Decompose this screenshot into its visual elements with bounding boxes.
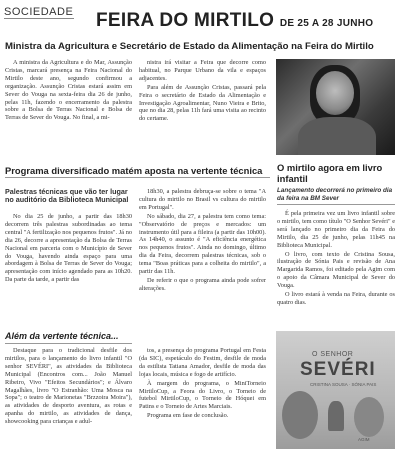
program-subheading: Palestras técnicas que vão ter lugar no auditório da Biblioteca Municipal [5,187,129,205]
program-heading: Programa diversificado matém aposta na vertente técnica [5,165,263,176]
sidebar-subtitle: Lançamento decorrerá no primeiro dia da feira na BM Sever [277,187,393,202]
intro-column-2 [139,59,266,124]
intro-paragraph: nistra irá visitar a Feira que decorre como habitual, no Parque Urbano da vila e espaços adjacentes. [139,59,266,82]
article-title [96,10,373,32]
program-divider [5,177,270,178]
book-title-prefix: O SENHOR [312,351,354,358]
sidebar-paragraph: O livro, com texto de Cristina Sousa, ilustração de Sónia Pais e revisão de Ana Margarida Ramos, foi editado pela Agim com o apoio da Câmara Municipal de Sever do Vouga. [277,250,395,290]
program-paragraph: No sábado, dia 27, a palestra tem como tema: "Observatório de preços e mercados: um instrumento útil para a fileira (a partir das 10h00). As 14h40, o assunto é "A eficiência energética nos pequenos frutos". Ainda no domingo, último dia da Feira, decorrem palestras técnicas, sob o tema "Boas práticas para a colheita do mirtilo", a partir das 11h. [139,212,266,276]
section-divider [4,18,74,19]
intro-paragraph: Para além de Assunção Cristas, passará pela Feira o secretário de Estado da Alimentação e Investigação Agroalimentar, Nuno Vieira e Brito, que no dia 28, pelas 11h fará uma visita ao recinto do certame. [139,83,266,123]
book-title: SEVÉRI [300,359,376,380]
technical-divider [5,343,132,344]
technical-paragraph: tos, a presença do programa Portugal em Festa (da SIC), espetáculo do Festim, desfile de moda da estilista Tatiana Amador, desfile de moda das lojas locais, música e fogo de artifício. [139,347,266,378]
book-credits: CRISTINA SOUSA · SÓNIA PAIS [310,382,377,387]
technical-column-2 [139,347,266,421]
sidebar-divider [277,204,395,205]
technical-heading: Além da vertente técnica... [5,331,119,341]
minister-photo [276,59,395,155]
technical-paragraph: Destaque para o tradicional desfile dos mirtilos, para o lançamento do livro infantil "O senhor SEVÉRI", as atividades da Biblioteca Municipal (Encontros com... João Manuel Ribeiro, Vivo "Efeitos Secundários"; e Álvaro Magalhães, livro "O Estranhão: Uma Mosca na Sopa"; o teatro de Marionetas "Brzzoira Moira"), as atividades de desporto aventura, as rotas e apanha do mirtilo, as atividades de dança, showcooking para crianças e adul- [5,347,132,426]
technical-column-1 [5,347,132,427]
technical-paragraph: Programa em fase de conclusão. [147,412,229,420]
book-cover-image [276,331,395,449]
article-subtitle: Ministra da Agricultura e Secretário de Estado da Alimentação na Feira do Mirtilo [5,41,374,52]
sidebar-title: O mirtilo agora em livro infantil [277,162,383,184]
program-column-2 [139,188,266,294]
technical-paragraph: À margem do programa, o MiniTorneio MirtiloCup, a Feora do Livro, o Torneio de futebol MirtiloCup, o Torneio de Hóquei em Patins e o Torneio de Artes Marciais. [139,379,266,411]
title-dates: DE 25 A 28 JUNHO [279,18,374,29]
program-paragraph: No dia 25 de junho, a partir das 18h30 decorrem três palestras subordinadas ao tema central "A fertilização nos pequenos frutos". Já no dia 26, decorre a apresentação da Bolsa de Terras Nacional em parceria com o Município de Sever do Vouga, havendo ainda espaço para uma abordagem à Bolsa de Terras de Sever do Vouga; apresentação com início agendado para as 10h20. Da parte da tarde, a partir das [5,213,132,284]
program-paragraph: 18h30, a palestra debruça-se sobre o tema "A cultura do mirtilo no Brasil vs cultura do mirtilo em Portugal". [139,188,266,211]
title-text: FEIRA DO MIRTILO [96,10,275,31]
section-label: SOCIEDADE [4,6,74,18]
book-publisher: AGIM [358,437,370,442]
program-column-1 [5,213,132,285]
sidebar-paragraph: É pela primeira vez um livro infantil sobre o mirtilo, tem como título "O Senhor Sevéri" e será lançado no primeiro dia da Feira do Mirtilo, dia 25 de junho, pelas 11h45 na Biblioteca Municipal. [277,210,395,249]
sidebar-body [277,210,395,308]
program-paragraph: De referir o que o programa ainda pode sofrer alterações. [139,276,266,292]
intro-paragraph: A ministra da Agricultura e do Mar, Assunção Cristas, marcará presença na Feira Nacional do Mirtilo deste ano, segundo confirmou a organização. Assunção Cristas estará assim em Sever do Vouga na sexta-feira dia 26 de junho, pelas 11h, fazendo o encerramento da palestra sobre a Bolsa de Terras Nacional e Bolsa de Terras de Sever do Vouga. No final, a mi- [5,59,132,122]
intro-column-1 [5,59,132,123]
sidebar-paragraph: O livro estará à venda na Feira, durante os quatro dias. [277,291,395,306]
